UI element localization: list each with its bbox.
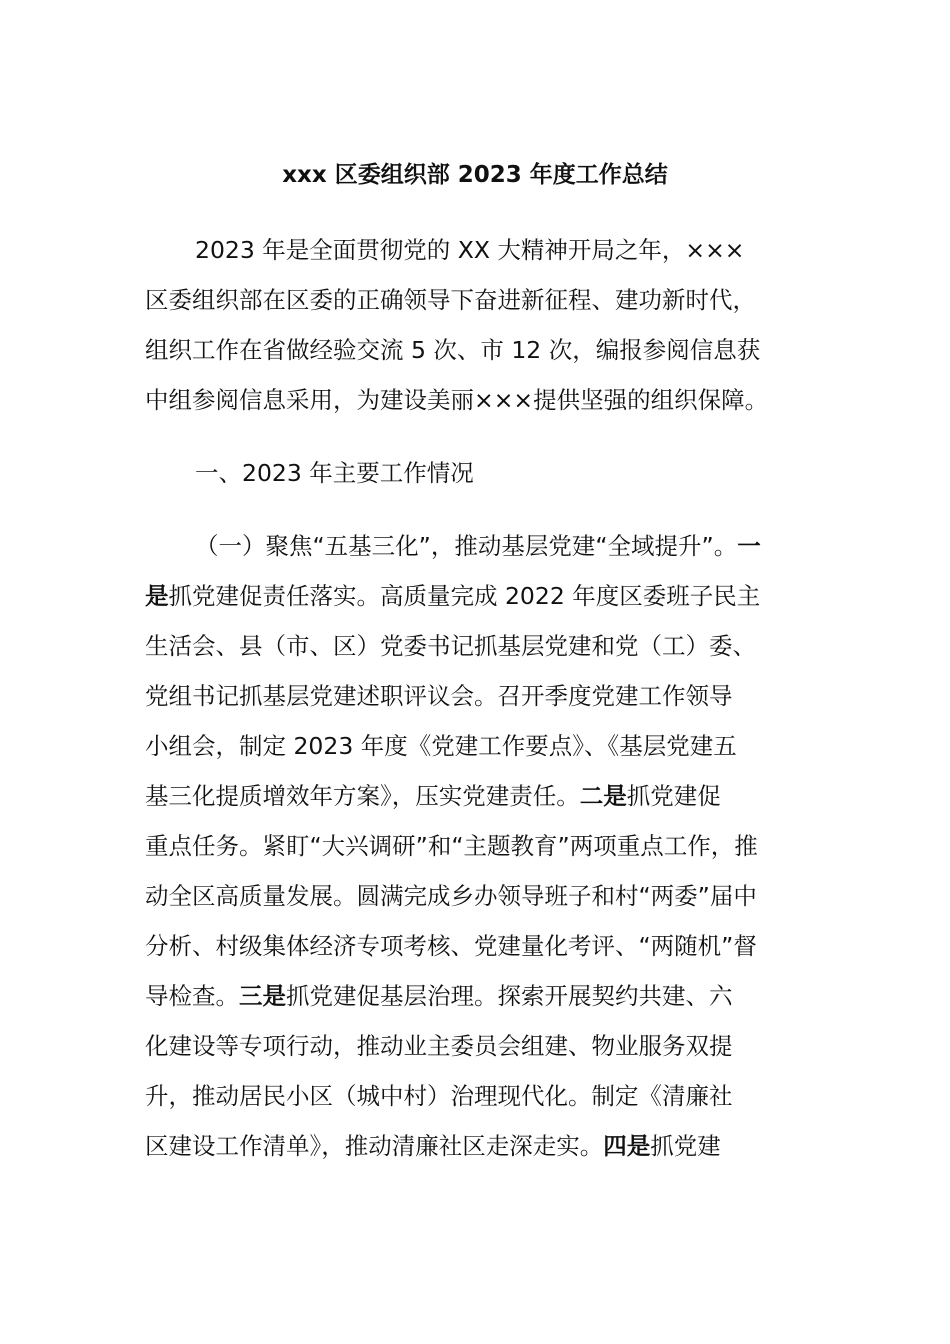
intro-line-3: 组织工作在省做经验交流 5 次、市 12 次，编报参阅信息获 — [145, 336, 761, 364]
intro-line-1: 2023 年是全面贯彻党的 XX 大精神开局之年，××× — [195, 236, 745, 264]
body-line-12: 升，推动居民小区（城中村）治理现代化。制定《清廉社 — [145, 1082, 733, 1110]
body-line-10 — [145, 978, 825, 1014]
body-text: 抓党建促 — [626, 782, 721, 810]
body-line-4: 党组书记抓基层党建述职评议会。召开季度党建工作领导 — [145, 682, 733, 710]
body-line-3: 生活会、县（市、区）党委书记抓基层党建和党（工）委、 — [145, 632, 756, 660]
bold-lead: 二是 — [579, 782, 627, 810]
body-line-5: 小组会，制定 2023 年度《党建工作要点》、《基层党建五 — [145, 732, 737, 760]
body-line-7: 重点任务。紧盯“大兴调研”和“主题教育”两项重点工作，推 — [145, 832, 758, 860]
bold-lead: 是 — [145, 582, 169, 610]
body-text: 抓党建 — [650, 1132, 721, 1160]
body-text: （一）聚焦“五基三化”，推动基层党建“全域提升”。 — [195, 532, 738, 560]
document-title: xxx 区委组织部 2023 年度工作总结 — [282, 162, 668, 188]
body-text: 基三化提质增效年方案》，压实党建责任。 — [145, 782, 580, 810]
body-text: 抓党建促基层治理。探索开展契约共建、六 — [286, 982, 733, 1010]
section-heading: 一、2023 年主要工作情况 — [195, 459, 474, 487]
body-line-8: 动全区高质量发展。圆满完成乡办领导班子和村“两委”届中 — [145, 882, 757, 910]
body-line-13 — [145, 1128, 825, 1164]
body-line-6 — [145, 778, 825, 814]
body-line-2 — [145, 578, 825, 614]
body-text: 抓党建促责任落实。高质量完成 2022 年度区委班子民主 — [168, 582, 761, 610]
intro-line-2: 区委组织部在区委的正确领导下奋进新征程、建功新时代， — [145, 286, 756, 314]
intro-line-4: 中组参阅信息采用，为建设美丽×××提供坚强的组织保障。 — [145, 386, 769, 414]
bold-lead: 一 — [737, 532, 761, 560]
body-text: 导检查。 — [145, 982, 239, 1010]
body-line-11: 化建设等专项行动，推动业主委员会组建、物业服务双提 — [145, 1032, 733, 1060]
body-line-1 — [195, 528, 875, 564]
body-text: 区建设工作清单》，推动清廉社区走深走实。 — [145, 1132, 604, 1160]
bold-lead: 四是 — [603, 1132, 651, 1160]
bold-lead: 三是 — [239, 982, 286, 1010]
body-line-9: 分析、村级集体经济专项考核、党建量化考评、“两随机”督 — [145, 932, 757, 960]
